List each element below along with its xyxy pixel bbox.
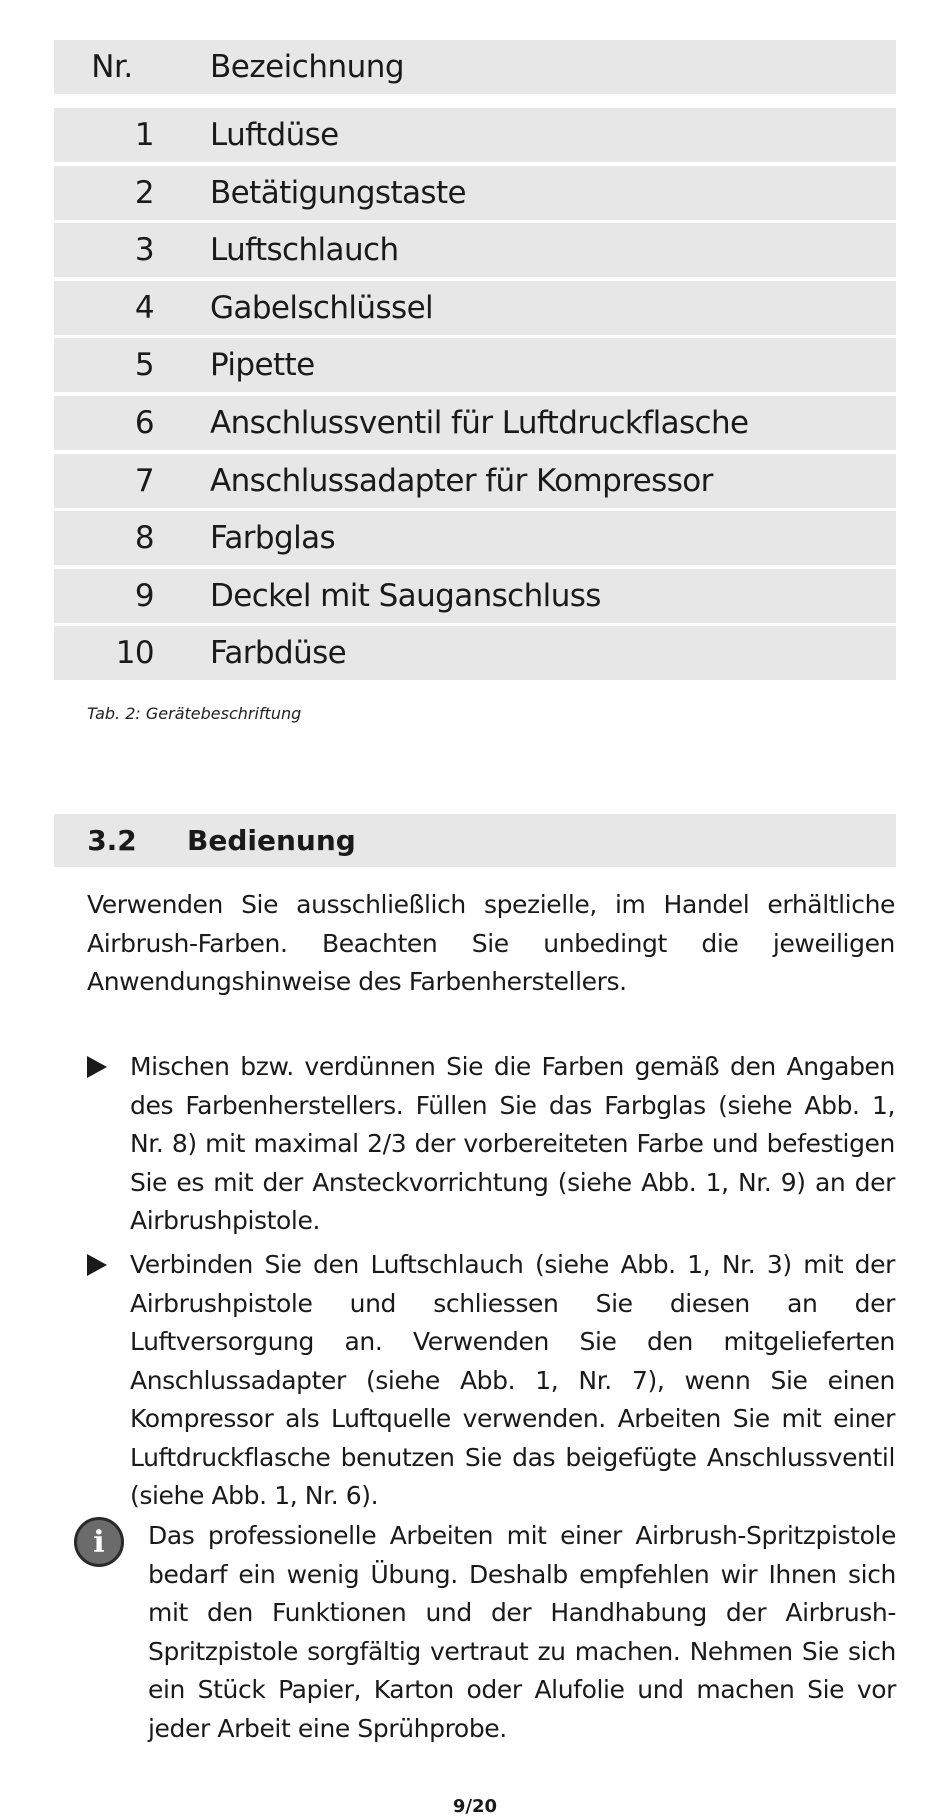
table-row	[54, 166, 896, 220]
row-nr: 7	[134, 462, 154, 499]
info-icon: i	[74, 1517, 124, 1567]
section-number: 3.2	[87, 824, 137, 857]
row-name: Deckel mit Sauganschluss	[210, 577, 601, 614]
triangle-bullet-icon	[87, 1056, 107, 1078]
section-heading	[54, 814, 896, 867]
step-text: Mischen bzw. verdünnen Sie die Farben gemäß den Angaben des Farbenherstellers. Füllen Sie das Farbglas (siehe Abb. 1, Nr. 8) mit maximal 2/3 der vorbereiteten Farbe und befestigen Sie es mit der Ansteckvorrichtung (siehe Abb. 1, Nr. 9) an der Airbrushpistole.	[130, 1052, 895, 1235]
parts-table	[54, 40, 896, 684]
table-row	[54, 569, 896, 623]
row-nr: 8	[134, 520, 154, 557]
info-note	[74, 1517, 896, 1748]
row-name: Gabelschlüssel	[210, 289, 434, 326]
section-title: Bedienung	[187, 824, 356, 857]
table-header	[54, 40, 896, 94]
info-note-text: Das professionelle Arbeiten mit einer Airbrush-Spritzpistole bedarf ein wenig Übung. Deshalb empfehlen wir Ihnen sich mit den Funktionen und der Handhabung der Airbrush-Spritzpistole sorgfältig vertraut zu machen. Nehmen Sie sich ein Stück Papier, Karton oder Alufolie und machen Sie vor jeder Arbeit eine Sprühprobe.	[148, 1521, 896, 1743]
row-name: Farbdüse	[210, 635, 347, 672]
row-name: Anschlussadapter für Kompressor	[210, 462, 713, 499]
intro-paragraph: Verwenden Sie ausschließlich spezielle, im Handel erhältliche Airbrush-Farben. Beachten Sie unbedingt die jeweiligen Anwendungshinweise des Farbenherstellers.	[87, 890, 895, 996]
table-row	[54, 223, 896, 277]
row-nr: 2	[134, 174, 154, 211]
table-row	[54, 511, 896, 565]
step-text: Verbinden Sie den Luftschlauch (siehe Abb. 1, Nr. 3) mit der Airbrushpistole und schliessen Sie diesen an der Luftversorgung an. Verwenden Sie den mitgelieferten Anschlussadapter (siehe Abb. 1, Nr. 7), wenn Sie einen Kompressor als Luftquelle verwenden. Arbeiten Sie mit einer Luftdruckflasche benutzen Sie das beigefügte Anschlussventil (siehe Abb. 1, Nr. 6).	[130, 1250, 895, 1510]
row-nr: 10	[115, 635, 154, 672]
page-number: 9/20	[452, 1796, 498, 1817]
instruction-step	[87, 1246, 895, 1516]
row-nr: 9	[134, 577, 154, 614]
header-name: Bezeichnung	[210, 49, 405, 85]
table-body	[54, 108, 896, 680]
row-name: Farbglas	[210, 520, 336, 557]
row-nr: 5	[134, 347, 154, 384]
table-caption: Tab. 2: Gerätebeschriftung	[87, 704, 302, 723]
table-row	[54, 454, 896, 508]
row-name: Pipette	[210, 347, 315, 384]
triangle-bullet-icon	[87, 1254, 107, 1276]
table-row	[54, 281, 896, 335]
row-nr: 4	[134, 289, 154, 326]
table-row	[54, 338, 896, 392]
table-row	[54, 396, 896, 450]
row-name: Betätigungstaste	[210, 174, 466, 211]
header-nr: Nr.	[91, 49, 133, 85]
table-row	[54, 626, 896, 680]
row-nr: 6	[134, 404, 154, 441]
instruction-step	[87, 1048, 895, 1241]
row-name: Luftdüse	[210, 117, 339, 153]
row-name: Luftschlauch	[210, 232, 399, 269]
row-nr: 1	[134, 117, 154, 153]
row-name: Anschlussventil für Luftdruckflasche	[210, 404, 749, 441]
table-row	[54, 108, 896, 162]
row-nr: 3	[134, 232, 154, 269]
